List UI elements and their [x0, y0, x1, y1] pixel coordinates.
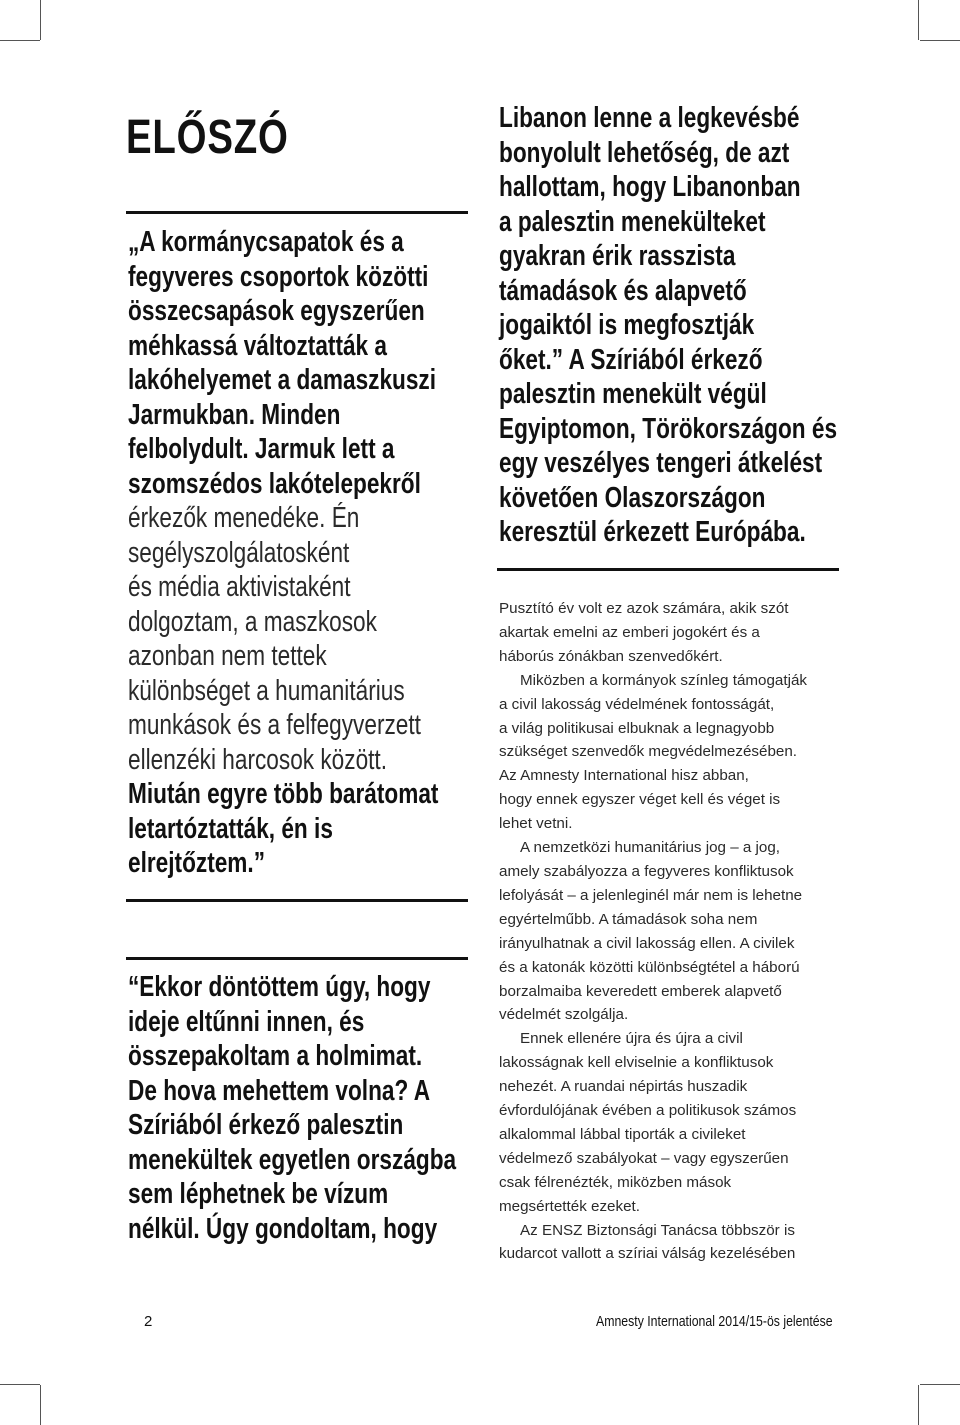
quote-line-text: Jarmukban. Minden: [128, 398, 341, 431]
body-line: lefolyását – a jelenleginél már nem is lehetne: [499, 886, 803, 904]
body-line: háborús zónákban szenvedőkért.: [499, 647, 723, 665]
publication-title: Amnesty International 2014/15-ös jelentése: [596, 1313, 833, 1330]
quote-line-text: Szíriából érkező palesztin: [128, 1109, 404, 1141]
body-paragraph: [499, 669, 844, 836]
crop-mark: [0, 40, 40, 41]
body-line: akartak emelni az emberi jogokért és a: [499, 623, 760, 641]
body-line: egyértelműbb. A támadások soha nem: [499, 910, 758, 928]
quote-line-text: munkások és a felfegyverzett: [128, 709, 421, 741]
quote-line-text: fegyveres csoportok közötti: [128, 260, 429, 293]
crop-mark: [918, 0, 919, 40]
quote-line-text: gyakran érik rasszista: [499, 240, 736, 272]
body-line: A nemzetközi humanitárius jog – a jog,: [520, 839, 781, 857]
body-line: amely szabályozza a fegyveres konfliktusok: [499, 862, 794, 880]
quote-line-text: ideje eltűnni innen, és: [128, 1005, 365, 1038]
divider: [126, 899, 468, 902]
body-line: csak félrenézték, miközben mások: [499, 1173, 732, 1191]
body-line: évfordulójának évében a politikusok számos: [499, 1102, 797, 1120]
quote-line-text: egy veszélyes tengeri átkelést: [499, 447, 823, 479]
quote-line-text: lakóhelyemet a damaszkuszi: [128, 364, 437, 396]
quote-line-text: Libanon lenne a legkevésbé: [499, 102, 800, 134]
body-paragraph: [499, 597, 844, 669]
body-line: lakosságnak kell elviselnie a konfliktusok: [499, 1054, 774, 1072]
body-line: Miközben a kormányok színleg támogatják: [520, 671, 808, 689]
quote-line-text: különbséget a humanitárius: [128, 674, 405, 707]
quote-line-text: méhkassá változtatták a: [128, 329, 388, 362]
quote-line-text: nélkül. Úgy gondoltam, hogy: [128, 1212, 438, 1245]
body-line: irányulhatnak a civil lakosság ellen. A civilek: [499, 934, 795, 952]
quote-line: [499, 205, 939, 240]
quote-line-text: a palesztin menekülteket: [499, 205, 766, 238]
quote-line: [499, 170, 939, 205]
quote-line-text: segélyszolgálatosként: [128, 536, 350, 569]
quote-line-text: érkezők menedéke. Én: [128, 502, 360, 534]
crop-mark: [40, 0, 41, 40]
body-line: a civil lakosság védelmének fontosságát,: [499, 695, 775, 713]
quote-line-text: bonyolult lehetőség, de azt: [499, 136, 790, 169]
page-title: ELŐSZÓ: [126, 111, 289, 164]
quote-line-text: összecsapások egyszerűen: [128, 295, 425, 327]
body-line: megsértették ezeket.: [499, 1197, 640, 1215]
body-line: Ennek ellenére újra és újra a civil: [520, 1030, 743, 1048]
body-line: Pusztító év volt ez azok számára, akik szót: [499, 600, 789, 617]
quote-line-text: ellenzéki harcosok között.: [128, 743, 388, 776]
quote-line: [499, 239, 939, 274]
quote-line-text: Miután egyre több barátomat: [128, 778, 439, 810]
divider: [126, 211, 468, 214]
quote-line-text: De hova mehettem volna? A: [128, 1074, 431, 1107]
body-line: Az Amnesty International hisz abban,: [499, 767, 749, 785]
crop-mark: [40, 1385, 41, 1425]
body-line: borzalmaiba keveredett emberek alapvető: [499, 982, 782, 1000]
crop-mark: [920, 40, 960, 41]
body-line: és a katonák közötti különbségtétel a háború: [499, 958, 800, 976]
quote-line: [499, 308, 939, 343]
quote-line-text: hallottam, hogy Libanonban: [499, 171, 801, 203]
quote-line-text: keresztül érkezett Európába.: [499, 516, 806, 548]
quote-line-text: “Ekkor döntöttem úgy, hogy: [128, 971, 431, 1003]
quote-line: [499, 343, 939, 378]
quote-line: [499, 446, 939, 481]
crop-mark: [920, 1384, 960, 1385]
quote-line-text: palesztin menekült végül: [499, 378, 767, 410]
pull-quote: [499, 101, 939, 550]
quote-line-text: dolgoztam, a maszkosok: [128, 605, 377, 638]
divider: [126, 957, 468, 960]
body-line: hogy ennek egyszer véget kell és véget is: [499, 791, 781, 809]
quote-line: [499, 377, 939, 412]
body-line: nehezét. A ruandai népirtás huszadik: [499, 1078, 748, 1096]
quote-line-text: azonban nem tettek: [128, 640, 327, 672]
quote-line: [499, 136, 939, 171]
quote-line-text: Egyiptomon, Törökországon és: [499, 412, 838, 445]
quote-line-text: „A kormánycsapatok és a: [128, 226, 404, 258]
body-line: alkalommal lábbal tiporták a civileket: [499, 1125, 746, 1143]
quote-line-text: őket.” A Szíriából érkező: [499, 343, 763, 376]
crop-mark: [0, 1384, 40, 1385]
quote-line: [499, 274, 939, 309]
body-text: [499, 597, 844, 1266]
body-line: lehet vetni.: [499, 815, 573, 833]
quote-line: [499, 101, 939, 136]
divider: [497, 568, 839, 571]
body-line: kudarcot vallott a szíriai válság kezelésében: [499, 1245, 796, 1263]
quote-line-text: jogaiktól is megfosztják: [499, 309, 755, 341]
quote-line-text: sem léphetnek be vízum: [128, 1178, 389, 1210]
quote-line-text: letartóztatták, én is: [128, 812, 333, 845]
quote-line-text: felbolydult. Jarmuk lett a: [128, 433, 395, 465]
quote-line-text: támadások és alapvető: [499, 274, 747, 307]
body-line: Az ENSZ Biztonsági Tanácsa többször is: [520, 1221, 795, 1239]
body-line: védelmező szabályokat – vagy egyszerűen: [499, 1149, 789, 1167]
quote-line: [499, 412, 939, 447]
crop-mark: [918, 1385, 919, 1425]
body-line: védelmét szolgálja.: [499, 1006, 629, 1024]
body-line: szükséget szenvedők megvédelmezésében.: [499, 743, 798, 761]
footer-publication: [596, 1313, 885, 1330]
page-number: 2: [144, 1313, 153, 1330]
quote-line: [499, 481, 939, 516]
quote-line-text: összepakoltam a holmimat.: [128, 1040, 423, 1072]
quote-line-text: elrejtőztem.”: [128, 847, 266, 879]
quote-line-text: szomszédos lakótelepekről: [128, 467, 421, 500]
quote-line-text: követően Olaszországon: [499, 481, 766, 514]
body-paragraph: [499, 1027, 844, 1218]
body-paragraph: [499, 1219, 844, 1267]
quote-line-text: menekültek egyetlen országba: [128, 1143, 457, 1176]
body-paragraph: [499, 836, 844, 1027]
quote-line: [499, 515, 939, 550]
body-line: a világ politikusai elbuknak a legnagyobb: [499, 719, 775, 737]
quote-line-text: és média aktivistaként: [128, 571, 351, 603]
